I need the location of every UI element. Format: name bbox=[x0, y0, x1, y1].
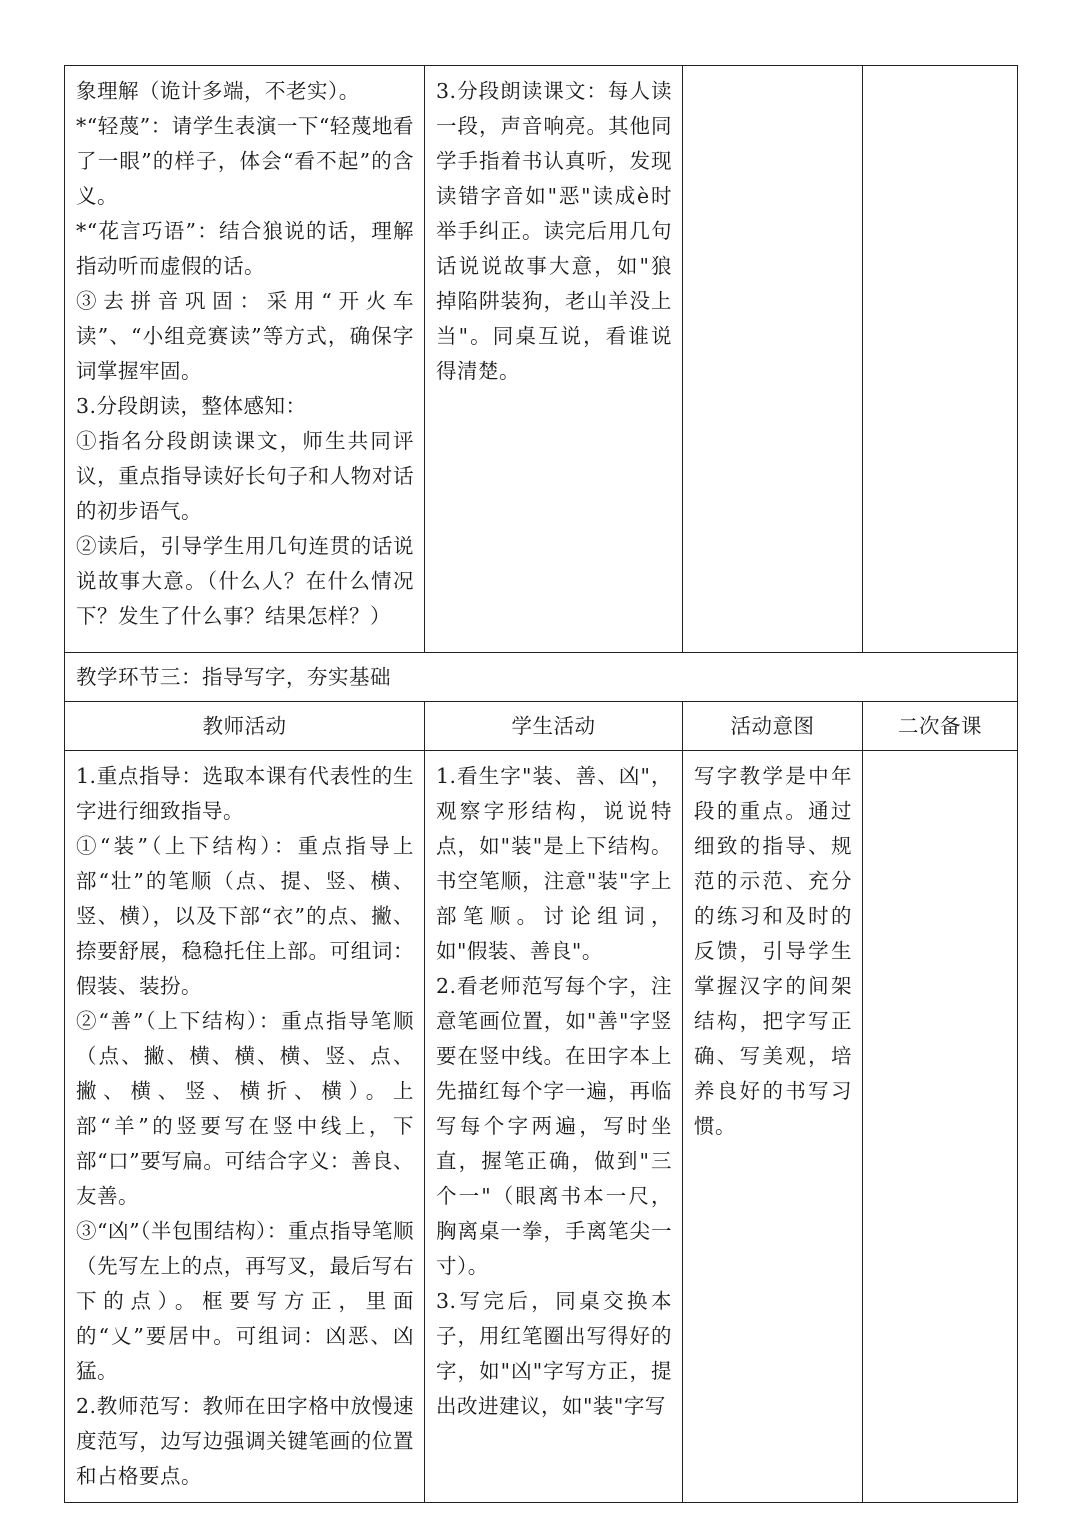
activity-intent-cell bbox=[683, 751, 863, 1503]
teacher-activity-paragraph: 1.重点指导：选取本课有代表性的生字进行细致指导。 bbox=[76, 764, 414, 823]
teacher-activity-cell bbox=[65, 66, 425, 653]
teacher-activity-paragraph: ①指名分段朗读课文，师生共同评议，重点指导读好长句子和人物对话的初步语气。 bbox=[76, 429, 414, 523]
header-activity-intent: 活动意图 bbox=[683, 702, 863, 751]
header-student-activity: 学生活动 bbox=[425, 702, 683, 751]
student-activity-cell bbox=[425, 66, 683, 653]
teacher-activity-paragraph: 象理解（诡计多端，不老实）。 bbox=[76, 79, 360, 103]
teacher-activity-paragraph: 2.教师范写：教师在田字格中放慢速度范写，边写边强调关键笔画的位置和占格要点。 bbox=[76, 1394, 414, 1488]
table-row-continued bbox=[65, 66, 1018, 653]
student-activity-paragraph: 3.分段朗读课文：每人读一段，声音响亮。其他同学手指着书认真听，发现读错字音如"恶"读成è时举手纠正。读完后用几句话说说故事大意，如"狼掉陷阱装狗，老山羊没上当"。同桌互说，看谁说得清楚。 bbox=[436, 79, 672, 383]
student-activity-paragraph: 2.看老师范写每个字，注意笔画位置，如"善"字竖要在竖中线。在田字本上先描红每个字一遍，再临写每个字两遍，写时坐直，握笔正确，做到"三个一"（眼离书本一尺，胸离桌一拳，手离笔尖一寸）。 bbox=[436, 974, 672, 1278]
section-title-row bbox=[65, 653, 1018, 702]
student-activity-cell bbox=[425, 751, 683, 1503]
teacher-activity-paragraph: ②“善”（上下结构）：重点指导笔顺（点、撇、横、横、横、竖、点、撇、横、竖、横折、横）。上部“羊”的竖要写在竖中线上，下部“口”要写扁。可结合字义：善良、友善。 bbox=[76, 1009, 414, 1208]
section-title: 教学环节三：指导写字，夯实基础 bbox=[76, 665, 391, 689]
activity-intent-cell bbox=[683, 66, 863, 653]
header-secondary-prep: 二次备课 bbox=[863, 702, 1018, 751]
student-activity-paragraph: 1.看生字"装、善、凶"，观察字形结构，说说特点，如"装"是上下结构。书空笔顺，注意"装"字上部笔顺。讨论组词，如"假装、善良"。 bbox=[436, 764, 672, 963]
teacher-activity-paragraph: *“轻蔑”：请学生表演一下“轻蔑地看了一眼”的样子，体会“看不起”的含义。 bbox=[76, 114, 414, 208]
teacher-activity-paragraph: ③去拼音巩固：采用“开火车读”、“小组竞赛读”等方式，确保字词掌握牢固。 bbox=[76, 289, 414, 383]
teacher-activity-cell bbox=[65, 751, 425, 1503]
activity-intent-paragraph: 写字教学是中年段的重点。通过细致的指导、规范的示范、充分的练习和及时的反馈，引导学生掌握汉字的间架结构，把字写正确、写美观，培养良好的书写习惯。 bbox=[694, 764, 852, 1138]
teacher-activity-paragraph: ①“装”（上下结构）：重点指导上部“壮”的笔顺（点、提、竖、横、竖、横），以及下部“衣”的点、撇、捺要舒展，稳稳托住上部。可组词：假装、装扮。 bbox=[76, 834, 414, 998]
secondary-prep-cell bbox=[863, 751, 1018, 1503]
teacher-activity-paragraph: ③“凶”（半包围结构）：重点指导笔顺（先写左上的点，再写叉，最后写右下的点）。框要写方正，里面的“乂”要居中。可组词：凶恶、凶猛。 bbox=[76, 1219, 414, 1383]
secondary-prep-cell bbox=[863, 66, 1018, 653]
lesson-plan-table bbox=[64, 65, 1018, 1503]
column-header-row bbox=[65, 702, 1018, 751]
header-teacher-activity: 教师活动 bbox=[65, 702, 425, 751]
student-activity-paragraph: 3.写完后，同桌交换本子，用红笔圈出写得好的字，如"凶"字写方正，提出改进建议，如"装"字写 bbox=[436, 1289, 672, 1418]
teacher-activity-paragraph: 3.分段朗读，整体感知： bbox=[76, 394, 307, 418]
table-row-writing bbox=[65, 751, 1018, 1503]
teacher-activity-paragraph: ②读后，引导学生用几句连贯的话说说故事大意。（什么人？在什么情况下？发生了什么事？结果怎样？） bbox=[76, 534, 414, 628]
section-title-cell bbox=[65, 653, 1018, 702]
teacher-activity-paragraph: *“花言巧语”：结合狼说的话，理解指动听而虚假的话。 bbox=[76, 219, 414, 278]
